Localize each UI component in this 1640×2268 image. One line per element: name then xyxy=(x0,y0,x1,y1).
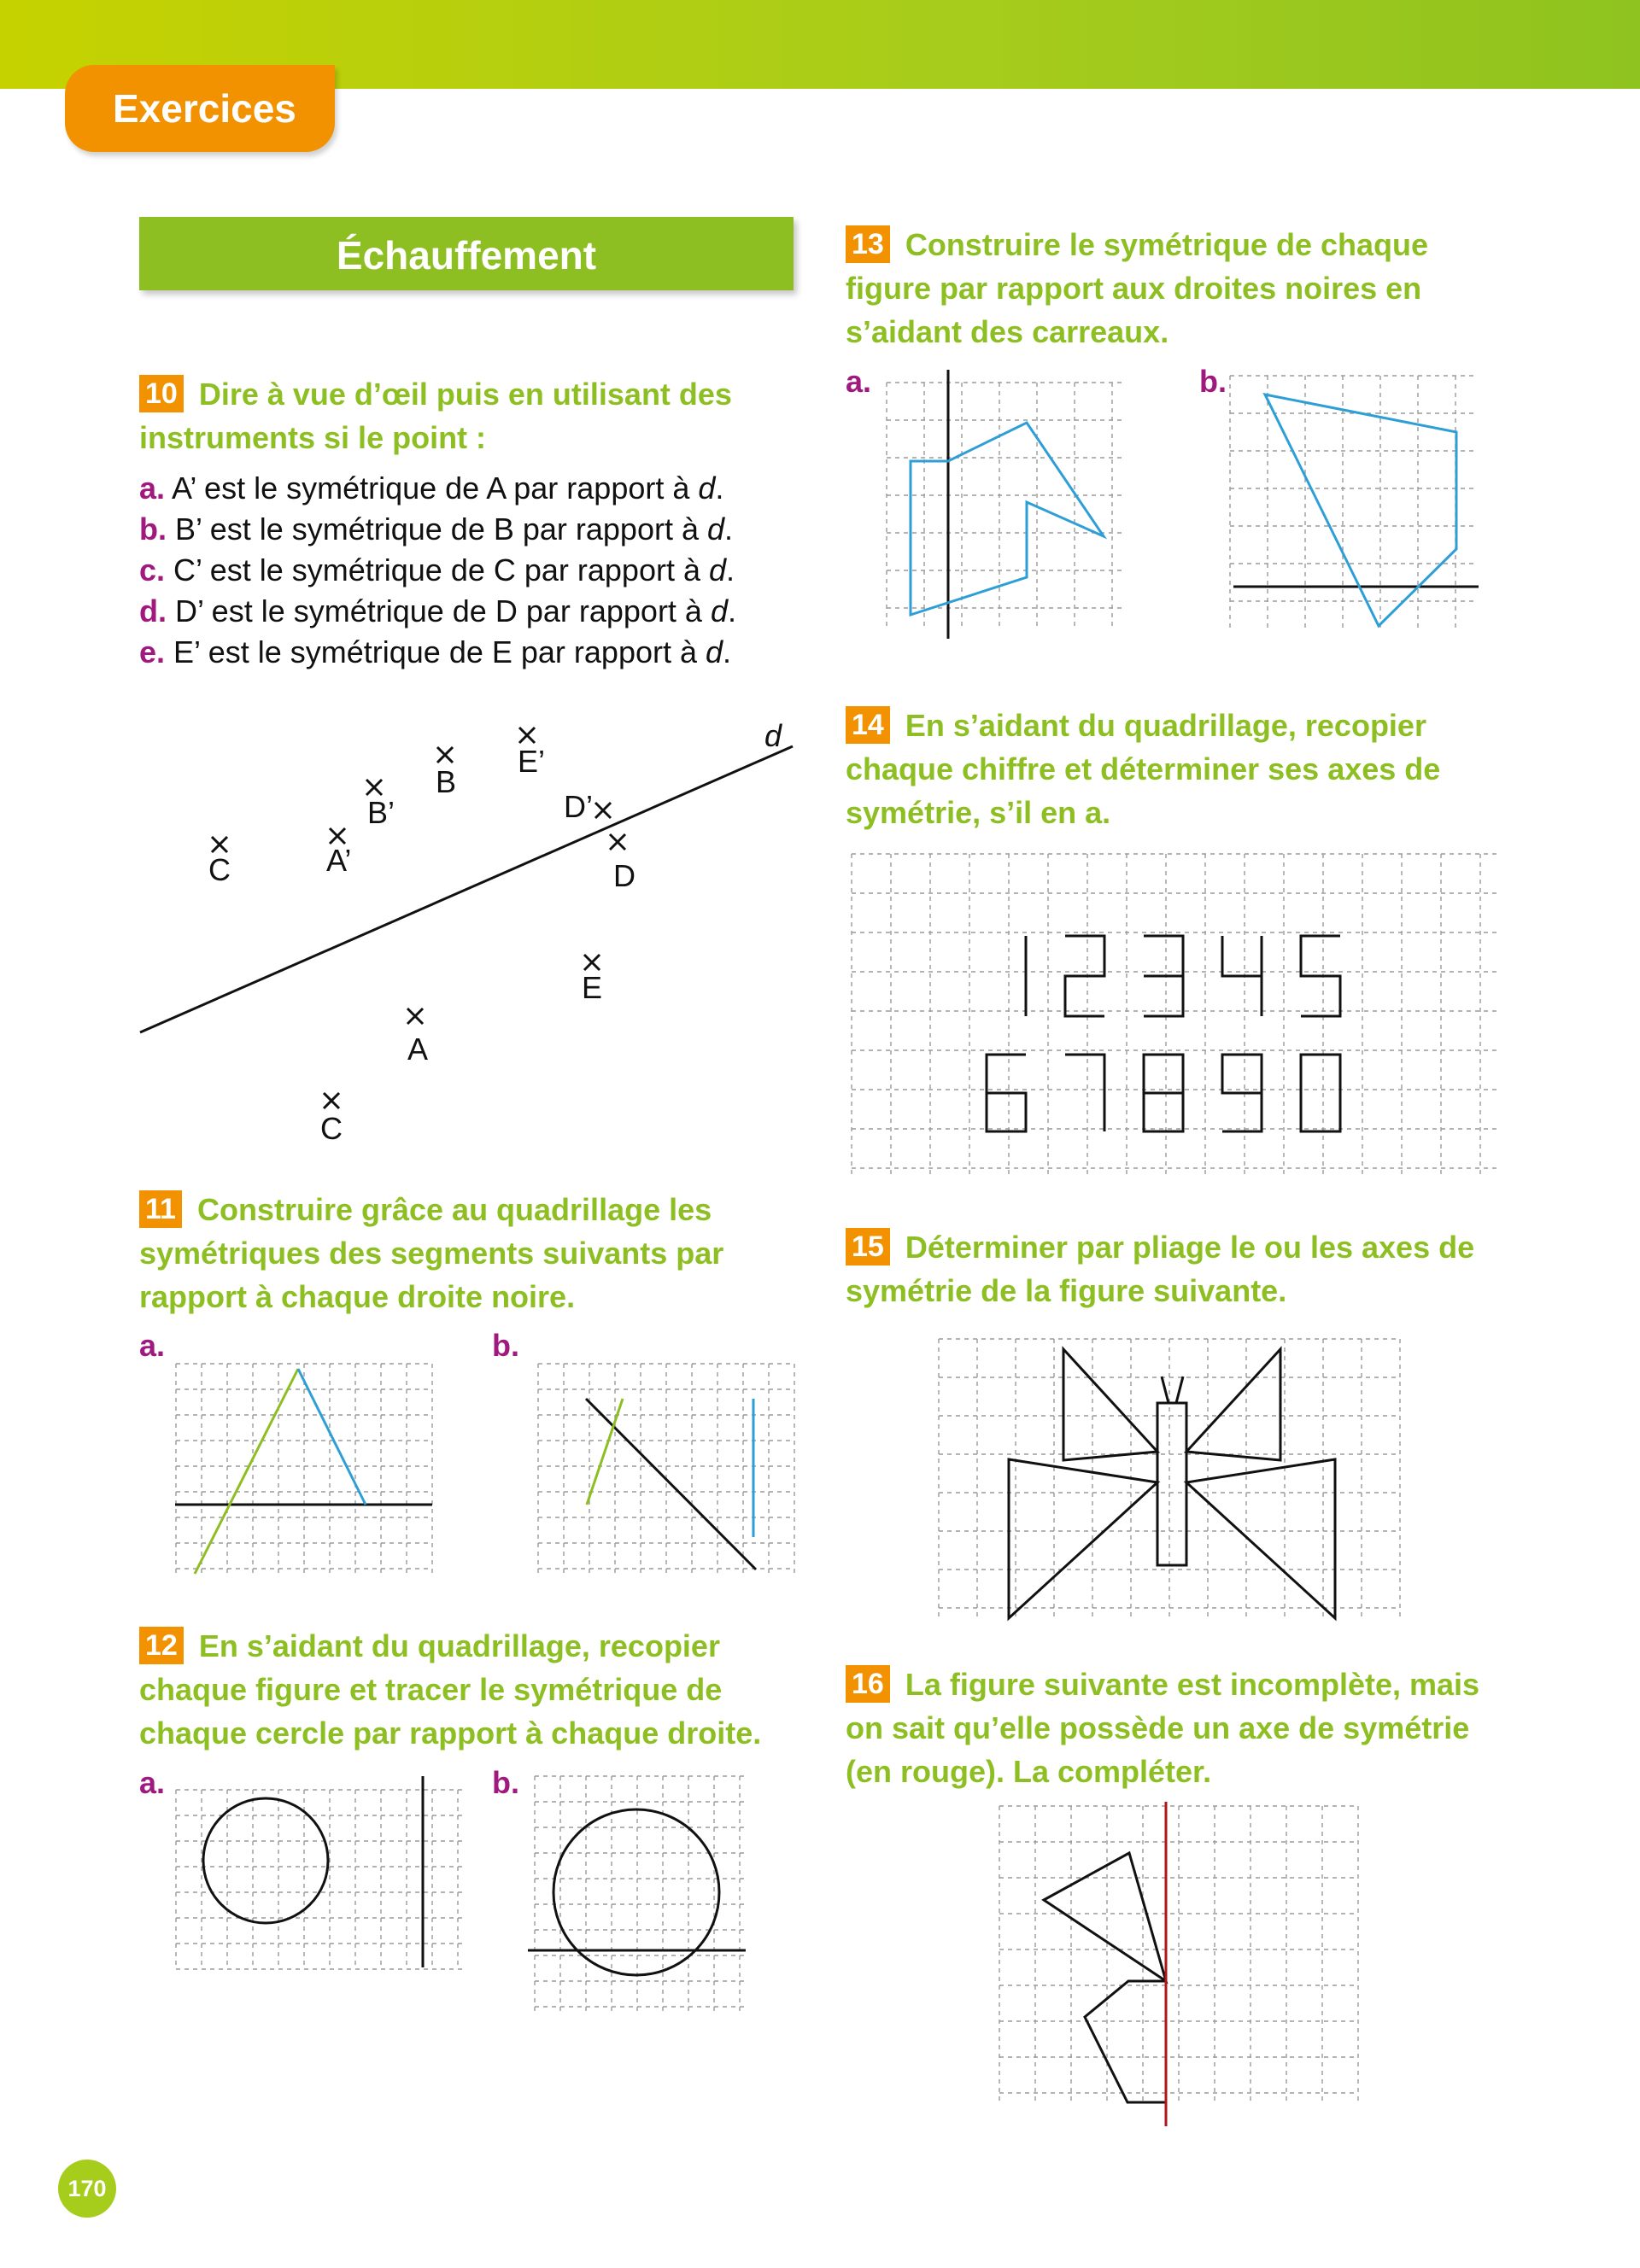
exercise-text: Construire le symétrique de chaque figure par rapport aux droites noires en s’aidant des carreaux. xyxy=(846,227,1429,349)
exercise-number: 13 xyxy=(846,225,890,263)
label-a: A xyxy=(407,1032,429,1067)
item-var: d xyxy=(710,593,728,628)
item-end: . xyxy=(723,634,732,669)
exercise-text: Déterminer par pliage le ou les axes de symétrie de la figure suivante. xyxy=(846,1230,1475,1308)
item-text: A’ est le symétrique de A par rapport à xyxy=(172,471,699,506)
exercise-text: Dire à vue d’œil puis en utilisant des instruments si le point : xyxy=(139,377,732,455)
item-label: b. xyxy=(139,511,167,547)
item-end: . xyxy=(726,552,735,587)
exercise-12-label-a: a. xyxy=(139,1765,166,1800)
item-var: d xyxy=(698,471,716,506)
exercise-12-label-b: b. xyxy=(492,1765,519,1800)
label-b-prime: B’ xyxy=(367,795,395,830)
dashed-grid xyxy=(999,1806,1358,2105)
label-e-prime: E’ xyxy=(518,744,546,779)
label-d-point: D xyxy=(613,858,636,893)
exercise-text: La figure suivante est incomplète, mais on sait qu’elle possède un axe de symétrie (en rouge). La compléter. xyxy=(846,1667,1480,1789)
item-end: . xyxy=(728,593,737,628)
item-var: d xyxy=(706,511,725,547)
item-label: d. xyxy=(139,593,167,628)
item-label: c. xyxy=(139,552,166,587)
exercise-number: 16 xyxy=(846,1665,890,1703)
exercise-text: En s’aidant du quadrillage, recopier chaque chiffre et déterminer ses axes de symétrie, s’il en a. xyxy=(846,708,1441,830)
item-end: . xyxy=(724,511,734,547)
item-var: d xyxy=(706,634,723,669)
label-c: C xyxy=(208,852,231,887)
exercise-11-label-a: a. xyxy=(139,1328,166,1363)
label-b: B xyxy=(436,764,457,799)
label-d: d xyxy=(764,718,782,753)
exercise-text: Construire grâce au quadrillage les symétriques des segments suivants par rapport à chaque droite noire. xyxy=(139,1192,724,1314)
exercise-text: En s’aidant du quadrillage, recopier chaque figure et tracer le symétrique de chaque cercle par rapport à chaque droite. xyxy=(139,1628,762,1751)
exercise-13-label-b: b. xyxy=(1199,364,1227,399)
exercise-number: 14 xyxy=(846,706,890,744)
exercise-number: 10 xyxy=(139,375,184,412)
label-d-prime: D’ xyxy=(564,789,593,824)
item-text: C’ est le symétrique de C par rapport à xyxy=(173,552,709,587)
item-label: a. xyxy=(139,471,166,506)
item-text: B’ est le symétrique de B par rapport à xyxy=(175,511,707,547)
item-var: d xyxy=(709,552,727,587)
item-label: e. xyxy=(139,634,166,669)
exercise-number: 15 xyxy=(846,1228,890,1266)
section-title: Échauffement xyxy=(336,233,597,278)
tab-label: Exercices xyxy=(113,86,296,131)
label-e: E xyxy=(582,970,603,1005)
label-a-prime: A’ xyxy=(326,843,352,878)
exercise-number: 12 xyxy=(139,1627,184,1664)
exercise-number: 11 xyxy=(139,1190,182,1228)
item-text: D’ est le symétrique de D par rapport à xyxy=(175,593,711,628)
exercise-13-label-a: a. xyxy=(846,364,872,399)
item-end: . xyxy=(715,471,724,506)
label-c2: C xyxy=(320,1111,343,1146)
exercise-11-label-b: b. xyxy=(492,1328,519,1363)
item-text: E’ est le symétrique de E par rapport à xyxy=(173,634,706,669)
page-number: 170 xyxy=(58,2160,116,2218)
